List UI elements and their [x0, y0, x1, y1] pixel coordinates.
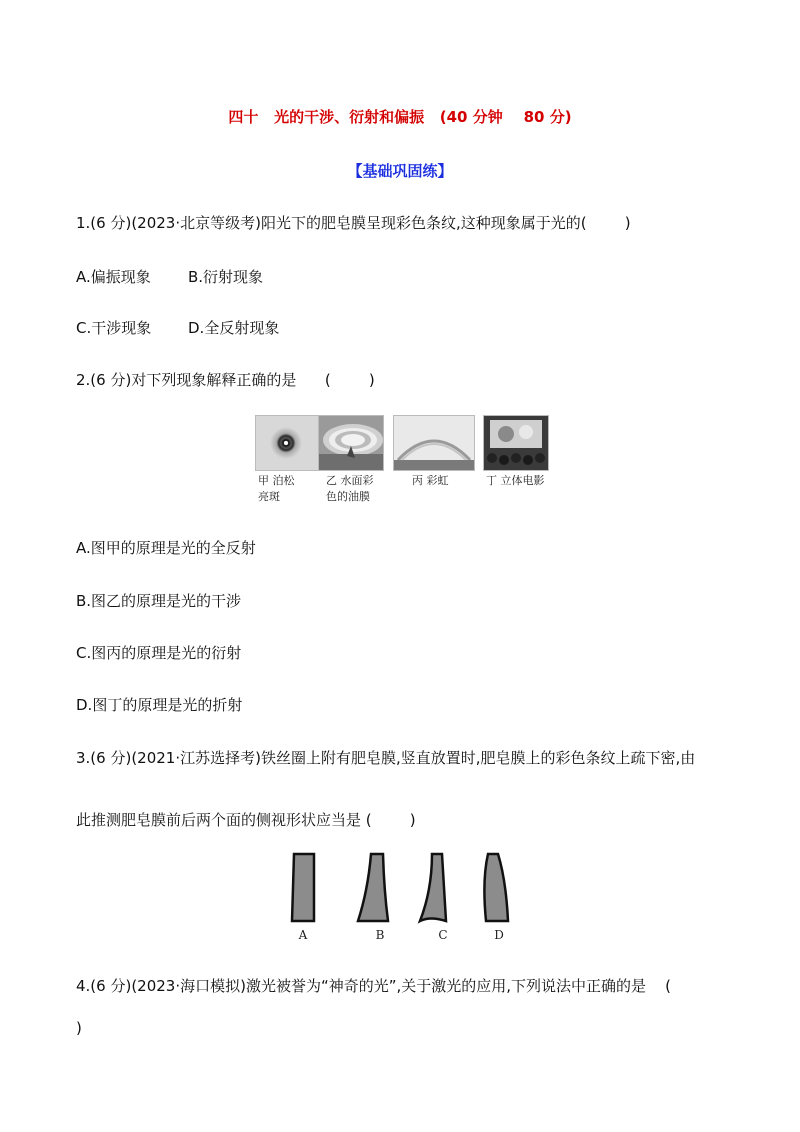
caption-oil-film: 乙 水面彩 色的油膜 — [326, 474, 374, 503]
rainbow-image — [393, 415, 475, 471]
q1-stem: 1.(6 分)(2023·北京等级考)阳光下的肥皂膜呈现彩色条纹,这种现象属于光的( ) — [76, 214, 631, 232]
3d-movie-image — [483, 415, 549, 471]
q2-option-d: D.图丁的原理是光的折射 — [76, 696, 243, 714]
q2-option-a: A.图甲的原理是光的全反射 — [76, 539, 256, 557]
caption-3d-movie: 丁 立体电影 — [486, 474, 545, 487]
q1-option-b: B.衍射现象 — [188, 268, 264, 286]
q1-option-a: A.偏振现象 — [76, 268, 151, 286]
q1-option-d: D.全反射现象 — [188, 319, 280, 337]
label-d: D — [494, 928, 504, 942]
q2-option-c: C.图丙的原理是光的衍射 — [76, 644, 242, 662]
film-shape-d — [484, 854, 508, 921]
label-b: B — [375, 928, 385, 942]
label-c: C — [438, 928, 448, 942]
label-a: A — [298, 928, 308, 942]
q3-stem-line2: 此推测肥皂膜前后两个面的侧视形状应当是 ( ) — [76, 811, 416, 829]
q2-stem: 2.(6 分)对下列现象解释正确的是 ( ) — [76, 371, 375, 389]
page-title: 四十 光的干涉、衍射和偏振 (40 分钟 80 分) — [228, 108, 572, 126]
poisson-spot-image — [255, 415, 321, 471]
film-shape-c — [420, 854, 446, 921]
film-shape-a — [292, 854, 314, 921]
q3-stem-line1: 3.(6 分)(2021·江苏选择考)铁丝圈上附有肥皂膜,竖直放置时,肥皂膜上的彩色条纹上疏下密,由 — [76, 749, 696, 767]
q4-stem-line1: 4.(6 分)(2023·海口模拟)激光被誉为“神奇的光”,关于激光的应用,下列说法中正确的是 ( — [76, 977, 671, 995]
caption-rainbow: 丙 彩虹 — [412, 474, 449, 487]
caption-poisson-spot: 甲 泊松 亮斑 — [258, 474, 295, 503]
oil-film-image — [318, 415, 384, 471]
q2-option-b: B.图乙的原理是光的干涉 — [76, 592, 242, 610]
film-shapes-figure — [280, 850, 530, 925]
q4-stem-line2: ) — [76, 1019, 82, 1037]
film-shape-b — [358, 854, 388, 921]
q1-option-c: C.干涉现象 — [76, 319, 152, 337]
section-heading: 【基础巩固练】 — [347, 162, 453, 180]
